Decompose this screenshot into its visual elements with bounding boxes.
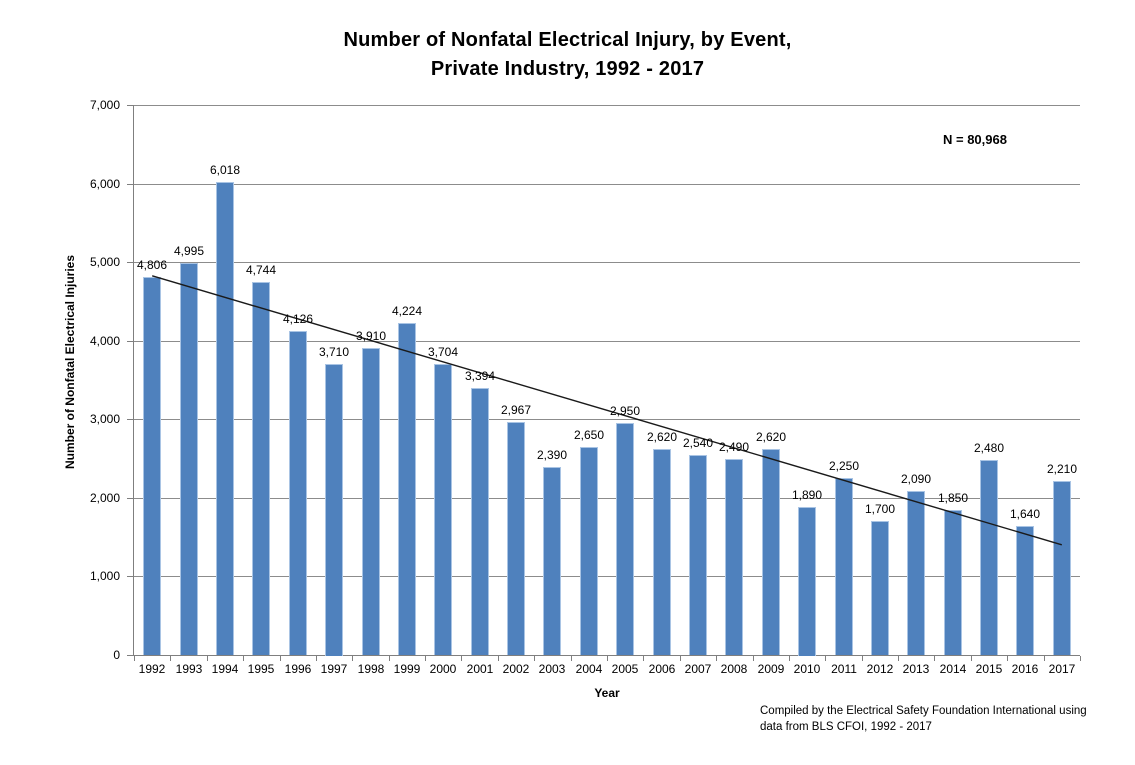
bar-data-label: 2,390 xyxy=(536,448,568,462)
bar-data-label: 3,394 xyxy=(464,369,496,383)
bar-data-label: 1,700 xyxy=(864,502,896,516)
x-axis-tick-label: 1994 xyxy=(211,662,239,676)
bar-data-label: 4,224 xyxy=(391,304,423,318)
source-note xyxy=(760,703,1100,735)
y-axis-title: Number of Nonfatal Electrical Injuries xyxy=(63,254,77,470)
x-axis-tick xyxy=(1044,656,1045,661)
x-axis-tick-label: 2002 xyxy=(502,662,530,676)
bar-data-label: 2,620 xyxy=(755,430,787,444)
y-axis-tick-label: 5,000 xyxy=(89,255,120,269)
y-axis-tick-label: 7,000 xyxy=(89,98,120,112)
bar-data-label: 4,995 xyxy=(173,244,205,258)
x-axis-tick xyxy=(280,656,281,661)
x-axis-tick-label: 1995 xyxy=(247,662,275,676)
y-axis-tick-label: 2,000 xyxy=(89,491,120,505)
x-axis-tick-label: 2015 xyxy=(975,662,1003,676)
x-axis-tick xyxy=(753,656,754,661)
y-axis-tick xyxy=(127,341,134,342)
x-axis-tick xyxy=(862,656,863,661)
chart-title-line2: Private Industry, 1992 - 2017 xyxy=(430,58,705,80)
bar-data-label: 1,640 xyxy=(1009,507,1041,521)
x-axis-tick-label: 2000 xyxy=(429,662,457,676)
bar-data-label: 2,210 xyxy=(1046,462,1078,476)
bar-data-label: 4,806 xyxy=(136,258,168,272)
x-axis-tick-label: 2013 xyxy=(902,662,930,676)
x-axis-tick xyxy=(716,656,717,661)
x-axis-tick xyxy=(680,656,681,661)
y-axis-tick xyxy=(127,655,134,656)
x-axis-tick xyxy=(934,656,935,661)
bar-data-label: 2,950 xyxy=(609,404,641,418)
bar-data-label: 6,018 xyxy=(209,163,241,177)
x-axis-tick-label: 2009 xyxy=(757,662,785,676)
x-axis-tick-label: 2012 xyxy=(866,662,894,676)
x-axis-tick xyxy=(134,656,135,661)
x-axis-tick xyxy=(170,656,171,661)
x-axis-tick-label: 2017 xyxy=(1048,662,1076,676)
x-axis-tick-label: 2011 xyxy=(831,662,857,676)
y-axis-tick xyxy=(127,576,134,577)
x-axis-tick-label: 2006 xyxy=(648,662,676,676)
y-axis-tick xyxy=(127,419,134,420)
x-axis-tick xyxy=(461,656,462,661)
x-axis-tick-label: 2016 xyxy=(1011,662,1039,676)
x-axis-tick-label: 1998 xyxy=(357,662,385,676)
x-axis-tick xyxy=(971,656,972,661)
bar-data-label: 2,490 xyxy=(718,440,750,454)
x-axis-tick-label: 1992 xyxy=(138,662,166,676)
x-axis-tick xyxy=(352,656,353,661)
x-axis-tick-label: 2010 xyxy=(793,662,821,676)
bar-data-label: 3,910 xyxy=(355,329,387,343)
bar-data-label: 4,126 xyxy=(282,312,314,326)
bar-data-label: 4,744 xyxy=(245,263,277,277)
bar-data-label: 2,650 xyxy=(573,428,605,442)
trendline xyxy=(134,105,1080,655)
x-axis-tick-label: 1997 xyxy=(320,662,348,676)
y-axis-tick-label: 6,000 xyxy=(89,177,120,191)
y-axis-tick xyxy=(127,184,134,185)
bar-data-label: 3,704 xyxy=(427,345,459,359)
x-axis-tick xyxy=(534,656,535,661)
x-axis-tick xyxy=(789,656,790,661)
x-axis-tick xyxy=(498,656,499,661)
x-axis-tick-label: 2007 xyxy=(684,662,712,676)
chart-title xyxy=(0,26,1135,84)
y-axis-tick-label: 4,000 xyxy=(89,334,120,348)
x-axis-tick xyxy=(1080,656,1081,661)
bar-data-label: 2,967 xyxy=(500,403,532,417)
x-axis-tick xyxy=(643,656,644,661)
x-axis-tick xyxy=(898,656,899,661)
x-axis-tick xyxy=(316,656,317,661)
x-axis-tick-label: 2004 xyxy=(575,662,603,676)
x-axis-line xyxy=(127,655,1080,656)
y-axis-tick-label: 3,000 xyxy=(89,412,120,426)
x-axis-tick-label: 2001 xyxy=(466,662,494,676)
x-axis-tick-label: 2008 xyxy=(720,662,748,676)
x-axis-tick xyxy=(607,656,608,661)
x-axis-tick-label: 2014 xyxy=(939,662,967,676)
y-axis-tick xyxy=(127,498,134,499)
x-axis-title: Year xyxy=(594,686,620,700)
x-axis-tick-label: 1993 xyxy=(175,662,203,676)
x-axis-tick xyxy=(243,656,244,661)
x-axis-tick-label: 1999 xyxy=(393,662,421,676)
source-note-line2: data from BLS CFOI, 1992 - 2017 xyxy=(760,721,932,733)
bar-data-label: 1,850 xyxy=(937,491,969,505)
bar-data-label: 2,480 xyxy=(973,441,1005,455)
x-axis-tick xyxy=(425,656,426,661)
x-axis-tick xyxy=(825,656,826,661)
x-axis-tick xyxy=(571,656,572,661)
x-axis-tick-label: 2005 xyxy=(611,662,639,676)
plot-area xyxy=(134,105,1080,655)
chart-title-line1: Number of Nonfatal Electrical Injury, by Event, xyxy=(343,29,792,51)
y-axis-tick xyxy=(127,105,134,106)
x-axis-tick xyxy=(389,656,390,661)
y-axis-tick-label: 0 xyxy=(113,648,120,662)
x-axis-tick-label: 2003 xyxy=(538,662,566,676)
bar-data-label: 2,090 xyxy=(900,472,932,486)
bar-data-label: 3,710 xyxy=(318,345,350,359)
bar-data-label: 1,890 xyxy=(791,488,823,502)
bar-data-label: 2,540 xyxy=(682,436,714,450)
bar-data-label: 2,620 xyxy=(646,430,678,444)
x-axis-tick xyxy=(1007,656,1008,661)
x-axis-tick-label: 1996 xyxy=(284,662,312,676)
n-total-annotation: N = 80,968 xyxy=(943,132,1007,147)
bar-data-label: 2,250 xyxy=(828,459,860,473)
x-axis-tick xyxy=(207,656,208,661)
source-note-line1: Compiled by the Electrical Safety Foundation International using xyxy=(760,705,1087,717)
y-axis-tick-label: 1,000 xyxy=(89,569,120,583)
